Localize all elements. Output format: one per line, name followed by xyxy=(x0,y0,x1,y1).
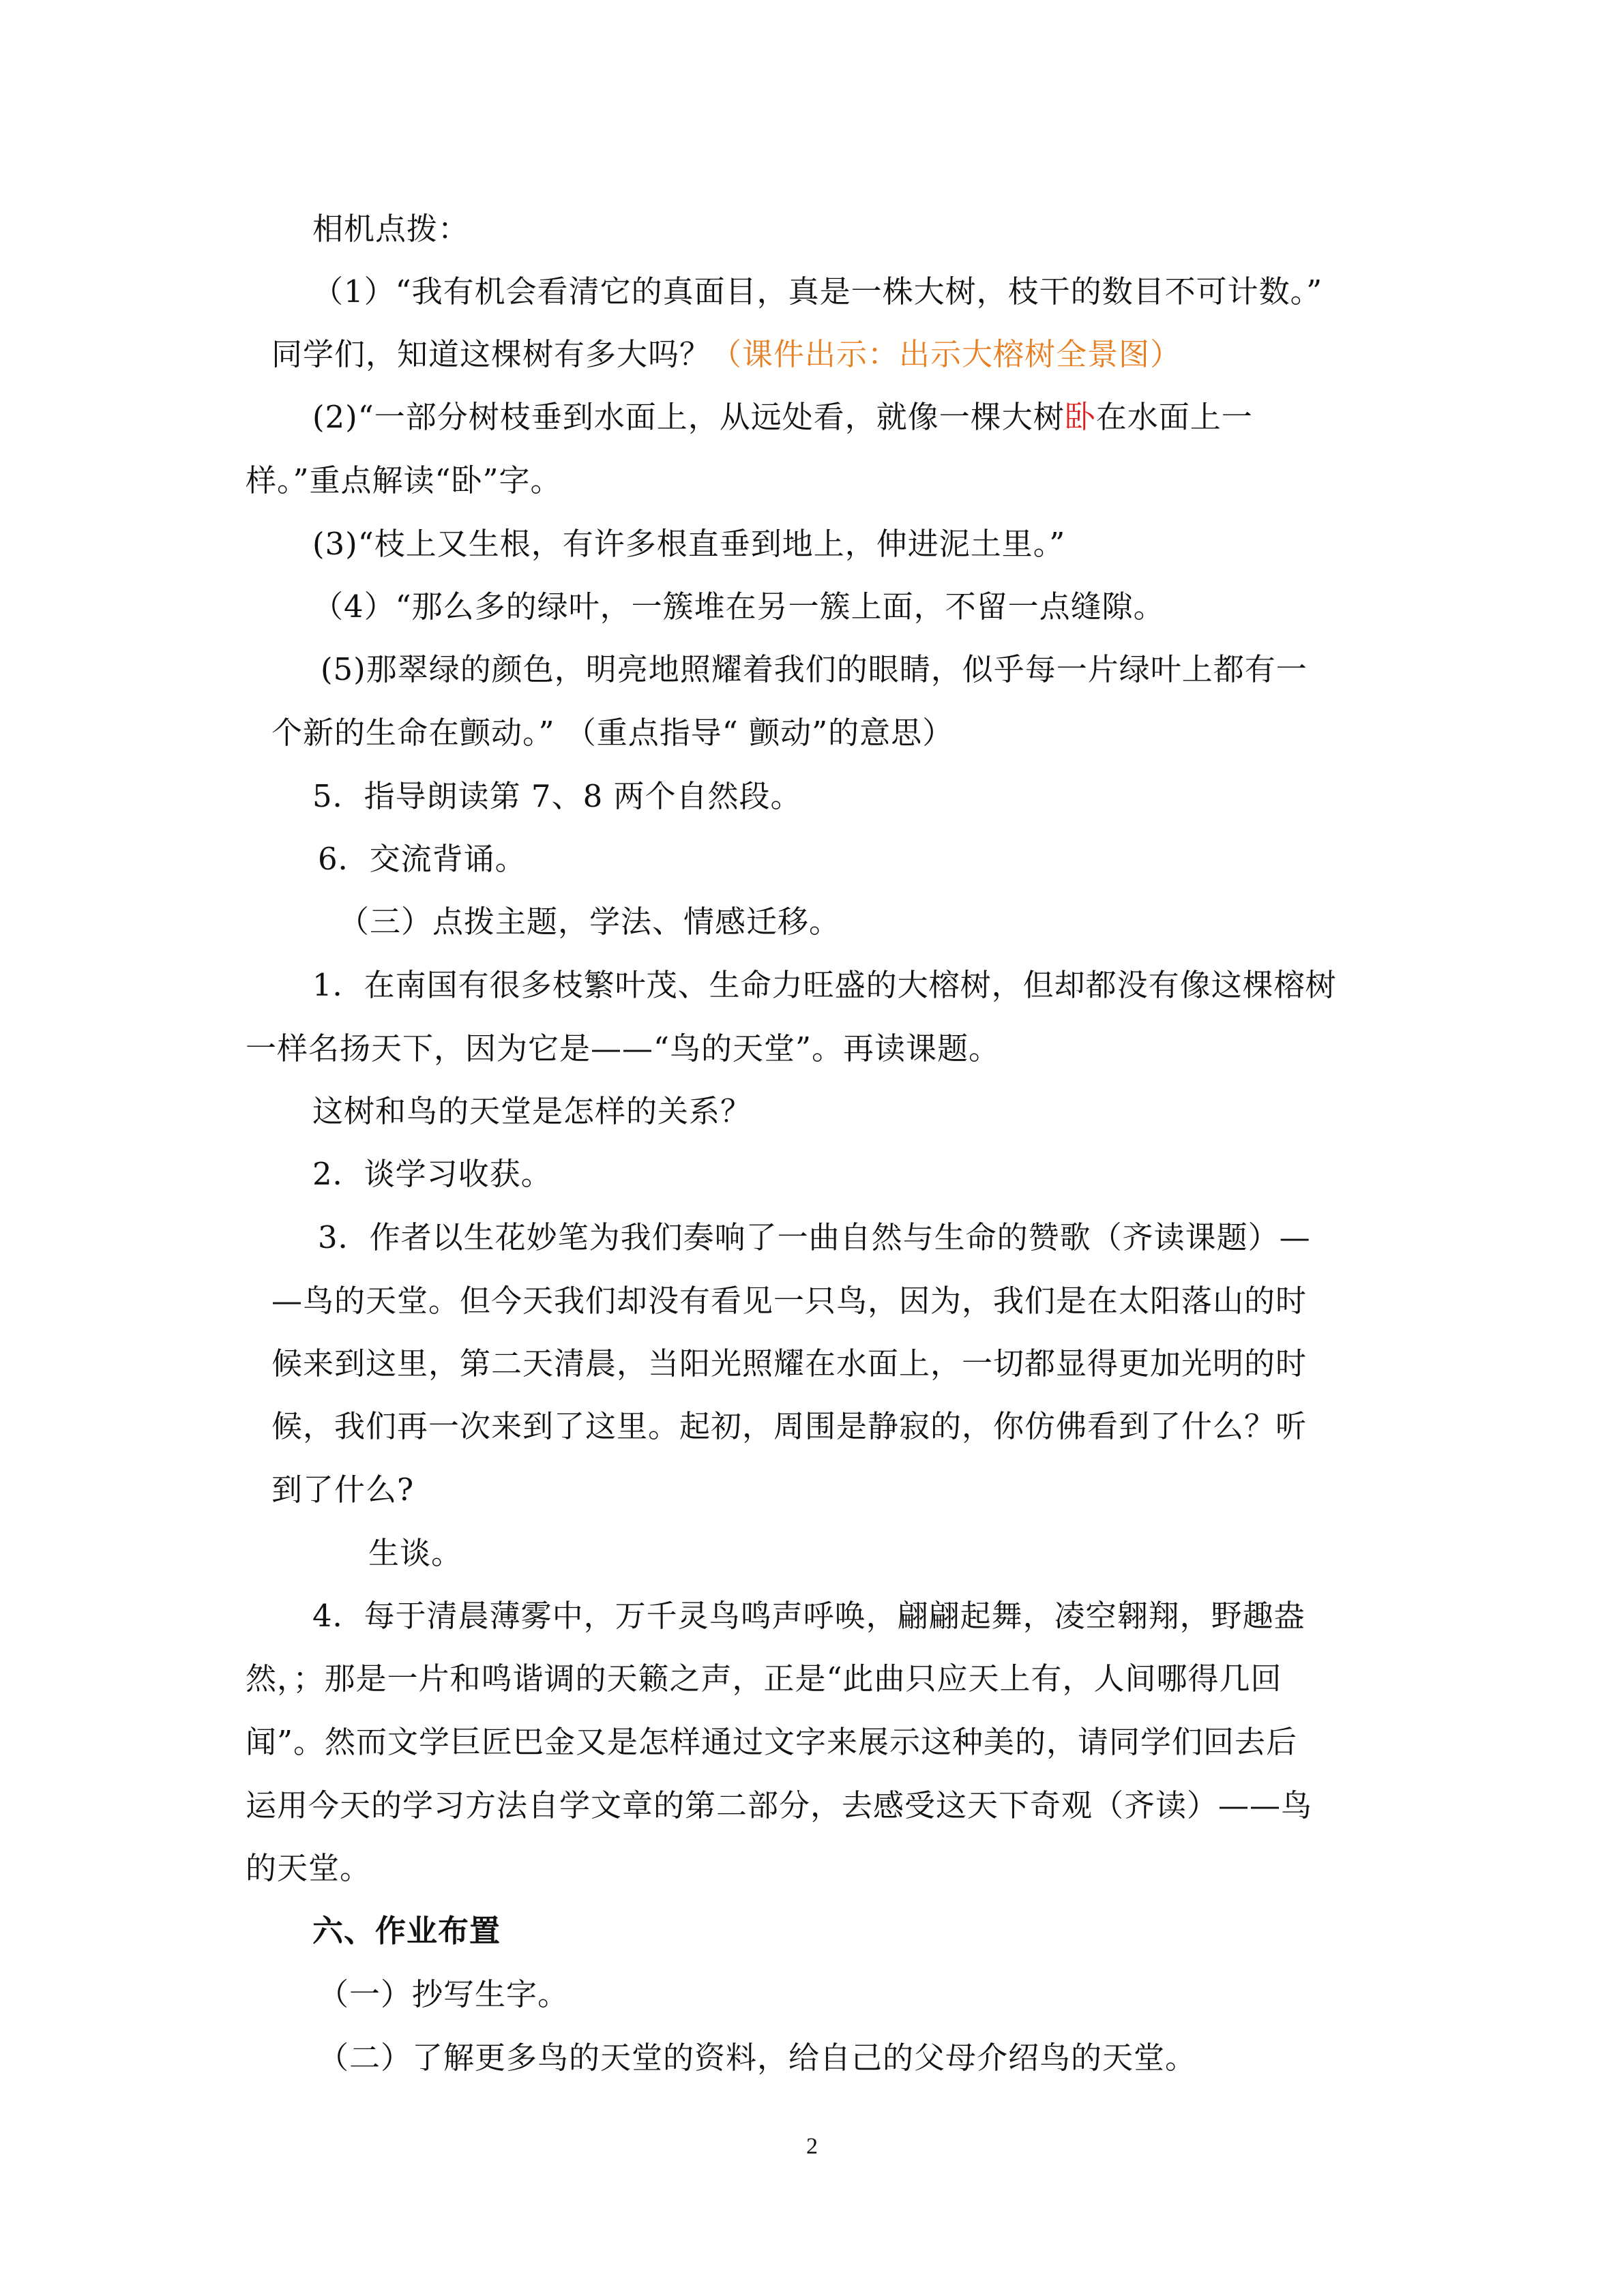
paragraph-line: (3)“枝上又生根，有许多根直垂到地上，伸进泥土里。” xyxy=(312,526,1066,562)
paragraph-line: 3．作者以生花妙笔为我们奏响了一曲自然与生命的赞歌（齐读课题）— xyxy=(318,1219,1311,1255)
paragraph-line: 然，；那是一片和鸣谐调的天籁之声，正是“此曲只应天上有，人间哪得几回 xyxy=(246,1660,1282,1697)
paragraph-line: 个新的生命在颤动。” （重点指导“ 颤动”的意思） xyxy=(271,715,954,751)
paragraph-line: 生谈。 xyxy=(368,1535,463,1571)
highlighted-character: 卧 xyxy=(1064,399,1096,435)
page-number: 2 xyxy=(806,2134,818,2159)
paragraph-line: 2．谈学习收获。 xyxy=(312,1156,552,1192)
paragraph-line: 一样名扬天下，因为它是——“鸟的天堂”。再读课题。 xyxy=(246,1030,1001,1067)
paragraph-line: 闻”。然而文学巨匠巴金又是怎样通过文字来展示这种美的，请同学们回去后 xyxy=(246,1724,1298,1760)
paragraph-line: —鸟的天堂。但今天我们却没有看见一只鸟，因为，我们是在太阳落山的时 xyxy=(271,1283,1308,1319)
paragraph-line: 1．在南国有很多枝繁叶茂、生命力旺盛的大榕树，但却都没有像这棵榕树 xyxy=(312,967,1337,1003)
section-heading: （三）点拨主题，学法、情感迁移。 xyxy=(338,904,841,940)
paragraph-line: (5)那翠绿的颜色，明亮地照耀着我们的眼睛，似乎每一片绿叶上都有一 xyxy=(321,651,1308,687)
paragraph-line xyxy=(312,397,1253,438)
paragraph-line: 5．指导朗读第 7、8 两个自然段。 xyxy=(312,778,802,814)
paragraph-line: 这树和鸟的天堂是怎样的关系？ xyxy=(312,1093,752,1129)
homework-heading: 六、作业布置 xyxy=(312,1913,501,1949)
paragraph-line: （二）了解更多鸟的天堂的资料，给自己的父母介绍鸟的天堂。 xyxy=(318,2040,1197,2076)
paragraph-line: 候，我们再一次来到了这里。起初，周围是静寂的，你仿佛看到了什么？听 xyxy=(271,1408,1308,1444)
paragraph-line: 到了什么? xyxy=(271,1472,415,1508)
paragraph-line: （一）抄写生字。 xyxy=(318,1976,570,2012)
paragraph-line: 的天堂。 xyxy=(246,1850,372,1886)
paragraph-line xyxy=(271,334,1181,375)
courseware-note: （课件出示：出示大榕树全景图） xyxy=(711,336,1182,372)
paragraph-line: 运用今天的学习方法自学文章的第二部分，去感受这天下奇观（齐读）——鸟 xyxy=(246,1787,1313,1823)
text-span: 在水面上一 xyxy=(1095,399,1253,435)
paragraph-line: （4）“那么多的绿叶，一簇堆在另一簇上面，不留一点缝隙。 xyxy=(312,588,1165,625)
paragraph-line: （1）“我有机会看清它的真面目，真是一株大树，枝干的数目不可计数。” xyxy=(312,273,1323,310)
paragraph-line: 样。”重点解读“卧”字。 xyxy=(246,462,562,498)
paragraph-line: 4．每于清晨薄雾中，万千灵鸟鸣声呼唤，翩翩起舞，凌空翱翔，野趣盎 xyxy=(312,1598,1305,1634)
paragraph-line: 6．交流背诵。 xyxy=(318,841,527,877)
paragraph-line: 相机点拨： xyxy=(312,211,470,247)
text-span: 同学们，知道这棵树有多大吗？ xyxy=(271,336,711,372)
paragraph-line: 候来到这里，第二天清晨，当阳光照耀在水面上，一切都显得更加光明的时 xyxy=(271,1345,1308,1382)
text-span: (2)“一部分树枝垂到水面上，从远处看，就像一棵大树 xyxy=(312,399,1065,435)
